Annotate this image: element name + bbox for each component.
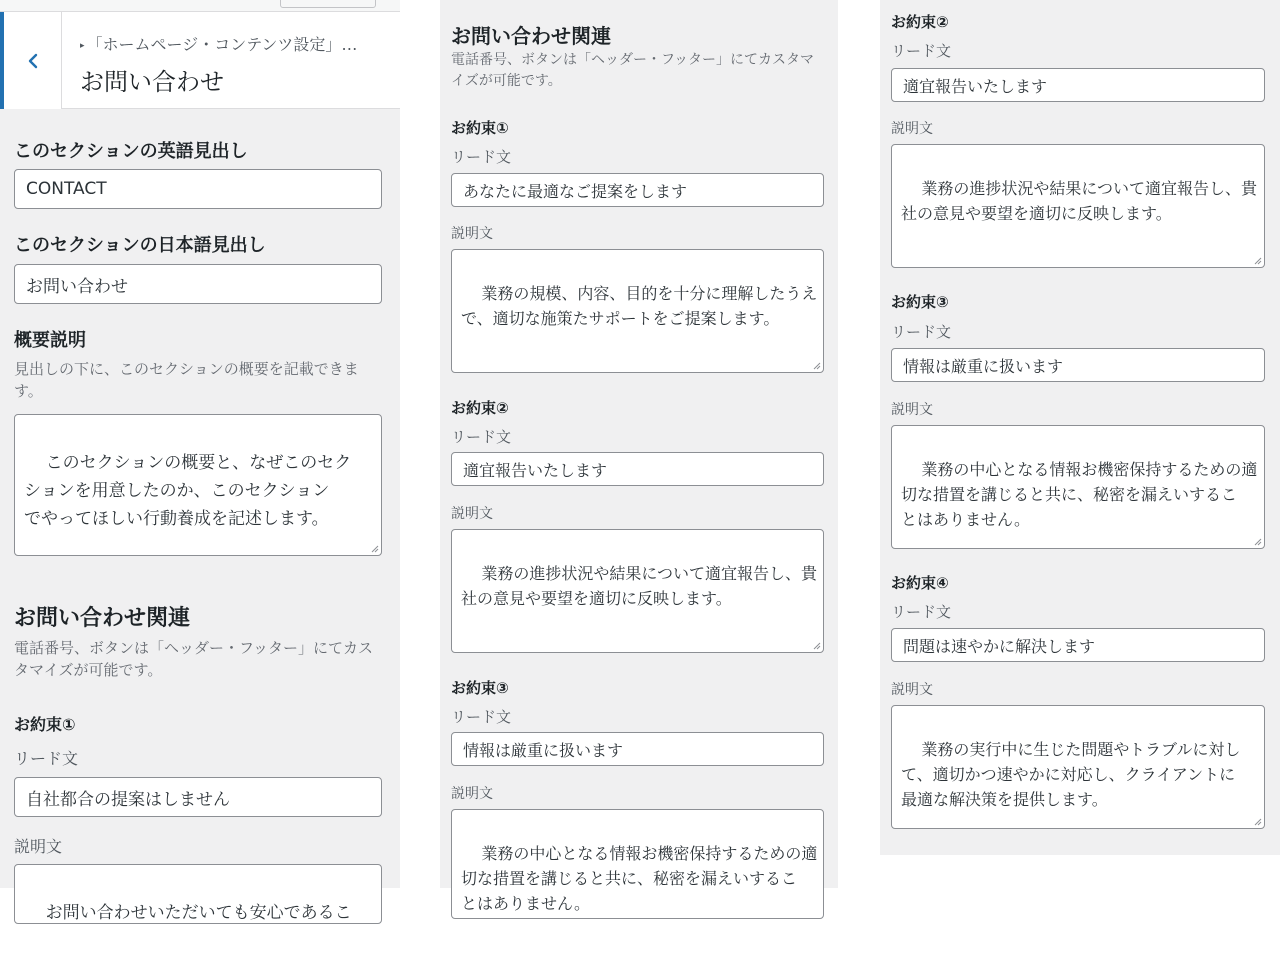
back-button[interactable] [0, 12, 62, 109]
promise-label: お約束③ [891, 293, 949, 311]
promise-1-explain-textarea[interactable] [14, 864, 382, 924]
explain-label: 説明文 [891, 682, 933, 698]
explain-text: 業務の中心となる情報お機密保持するための適 切な措置を講じると共に、秘密を漏えいするこ とはありません。 [901, 460, 1258, 529]
resize-handle-icon[interactable] [1254, 257, 1262, 265]
promise-lead-input[interactable]: 情報は厳重に扱います [891, 348, 1265, 382]
customizer-panel-middle [440, 0, 838, 913]
summary-label: 概要説明 [14, 330, 86, 351]
top-toolbar [0, 0, 400, 12]
jp-heading-label: このセクションの日本語見出し [14, 235, 266, 256]
promise-lead-input[interactable]: 適宜報告いたします [451, 452, 824, 486]
promise-lead-input[interactable]: 適宜報告いたします [891, 68, 1265, 102]
lead-label: リード文 [891, 42, 952, 60]
related-section-description: 電話番号、ボタンは「ヘッダー・フッター」にてカスタマイズが可能です。 [14, 639, 373, 679]
promise-1-lead-input[interactable]: 自社都合の提案はしません [14, 777, 382, 817]
resize-handle-icon[interactable] [1254, 818, 1262, 826]
lead-label: リード文 [14, 749, 79, 768]
chevron-left-icon [25, 53, 41, 69]
page-title: お問い合わせ [80, 68, 224, 96]
promise-explain-textarea[interactable] [891, 705, 1265, 829]
en-heading-input[interactable]: CONTACT [14, 169, 382, 209]
resize-handle-icon[interactable] [813, 362, 821, 370]
summary-text: このセクションの概要と、なぜこのセク ションを用意したのか、このセクション でやってほしい行動養成を記述します。 [24, 453, 352, 529]
lead-label: リード文 [451, 428, 512, 446]
promise-lead-input[interactable]: 情報は厳重に扱います [451, 732, 824, 766]
customizer-panel-right [880, 0, 1280, 855]
summary-textarea[interactable] [14, 414, 382, 556]
resize-handle-icon[interactable] [371, 545, 379, 553]
customizer-panel-left [0, 0, 400, 923]
explain-text: お問い合わせいただいても安心であるこ [45, 903, 352, 923]
lead-label: リード文 [451, 148, 512, 166]
explain-text: 業務の中心となる情報お機密保持するための適 切な措置を講じると共に、秘密を漏えいするこ とはありません。 [461, 844, 818, 913]
promise-label: お約束② [451, 399, 509, 417]
summary-description: 見出しの下に、このセクションの概要を記載できます。 [14, 360, 359, 400]
promise-explain-textarea[interactable] [891, 144, 1265, 268]
explain-label: 説明文 [891, 121, 933, 137]
promise-explain-textarea[interactable] [891, 425, 1265, 549]
promise-label: お約束② [891, 13, 949, 31]
explain-label: 説明文 [451, 506, 493, 522]
jp-heading-input[interactable]: お問い合わせ [14, 264, 382, 304]
related-section-title: お問い合わせ関連 [14, 606, 191, 631]
related-section-title: お問い合わせ関連 [451, 24, 611, 48]
lead-label: リード文 [451, 708, 512, 726]
explain-text: 業務の実行中に生じた問題やトラブルに対し て、適切かつ速やかに対応し、クライアントに 最適な解決策を提供します。 [901, 740, 1241, 809]
breadcrumb [80, 32, 357, 55]
explain-text: 業務の進捗状況や結果について適宜報告し、貴 社の意見や要望を適切に反映します。 [901, 179, 1258, 223]
promise-explain-textarea[interactable] [451, 809, 824, 919]
explain-text: 業務の規模、内容、目的を十分に理解したうえ で、適切な施策たサポートをご提案します。 [461, 284, 818, 328]
promise-label: お約束① [451, 119, 509, 137]
en-heading-label: このセクションの英語見出し [14, 141, 248, 162]
promise-label: お約束④ [891, 574, 949, 592]
toolbar-button[interactable] [280, 0, 376, 8]
explain-text: 業務の進捗状況や結果について適宜報告し、貴 社の意見や要望を適切に反映します。 [461, 564, 818, 608]
promise-label: お約束③ [451, 679, 509, 697]
promise-explain-textarea[interactable] [451, 529, 824, 653]
promise-lead-input[interactable]: 問題は速やかに解決します [891, 628, 1265, 662]
lead-label: リード文 [891, 603, 952, 621]
promise-lead-input[interactable]: あなたに最適なご提案をします [451, 173, 824, 207]
section-header [0, 12, 400, 109]
lead-label: リード文 [891, 323, 952, 341]
breadcrumb-arrow-icon: ▸ [80, 40, 85, 51]
resize-handle-icon[interactable] [813, 642, 821, 650]
explain-label: 説明文 [14, 837, 63, 856]
breadcrumb-text: 「ホームページ・コンテンツ設定」… [86, 35, 358, 54]
promise-1-label: お約束① [14, 715, 76, 734]
explain-label: 説明文 [451, 226, 493, 242]
resize-handle-icon[interactable] [1254, 538, 1262, 546]
related-section-description: 電話番号、ボタンは「ヘッダー・フッター」にてカスタマイズが可能です。 [451, 52, 815, 89]
promise-explain-textarea[interactable] [451, 249, 824, 373]
explain-label: 説明文 [451, 786, 493, 802]
explain-label: 説明文 [891, 402, 933, 418]
